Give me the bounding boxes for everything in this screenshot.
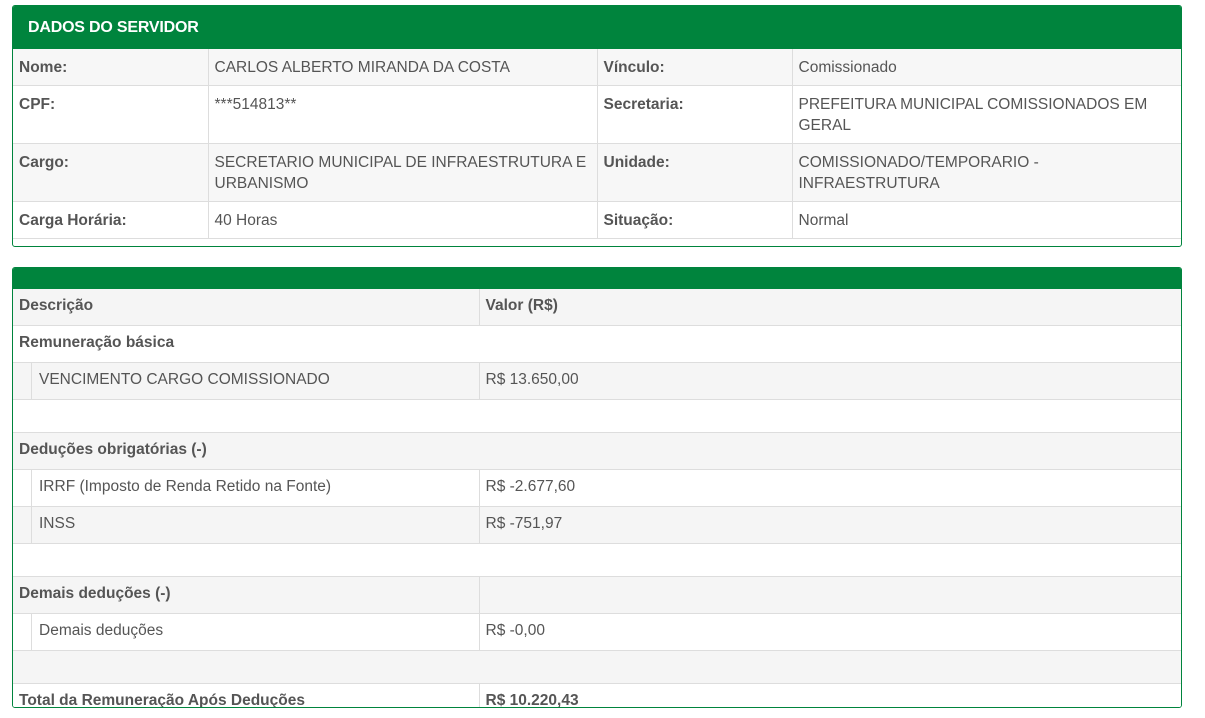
nome-label: Nome: bbox=[13, 49, 208, 86]
total-row bbox=[13, 684, 1181, 709]
remuneracao-panel bbox=[12, 267, 1182, 708]
item-value: R$ -2.677,60 bbox=[479, 470, 1181, 507]
carga-horaria-value: 40 Horas bbox=[208, 202, 597, 239]
cargo-label: Cargo: bbox=[13, 144, 208, 202]
table-header-row bbox=[13, 289, 1181, 326]
item-value: R$ 13.650,00 bbox=[479, 363, 1181, 400]
descricao-header: Descrição bbox=[13, 289, 479, 326]
carga-horaria-label: Carga Horária: bbox=[13, 202, 208, 239]
servidor-panel bbox=[12, 5, 1182, 247]
remuneracao-table bbox=[13, 289, 1181, 708]
table-row bbox=[13, 49, 1181, 86]
vinculo-label: Vínculo: bbox=[597, 49, 792, 86]
total-value: R$ 10.220,43 bbox=[479, 684, 1181, 709]
section-title: Remuneração básica bbox=[13, 326, 1181, 363]
nome-value: CARLOS ALBERTO MIRANDA DA COSTA bbox=[208, 49, 597, 86]
table-row bbox=[13, 507, 1181, 544]
secretaria-label: Secretaria: bbox=[597, 86, 792, 144]
servidor-table bbox=[13, 49, 1181, 239]
spacer-row bbox=[13, 544, 1181, 577]
item-description: VENCIMENTO CARGO COMISSIONADO bbox=[39, 371, 330, 388]
table-row bbox=[13, 202, 1181, 239]
section-row bbox=[13, 577, 1181, 614]
remuneracao-panel-header bbox=[13, 268, 1181, 289]
unidade-value: COMISSIONADO/TEMPORARIO - INFRAESTRUTURA bbox=[792, 144, 1181, 202]
spacer-row bbox=[13, 651, 1181, 684]
unidade-label: Unidade: bbox=[597, 144, 792, 202]
section-title: Deduções obrigatórias (-) bbox=[13, 433, 1181, 470]
cpf-value: ***514813** bbox=[208, 86, 597, 144]
total-label: Total da Remuneração Após Deduções bbox=[13, 684, 479, 709]
cargo-value: SECRETARIO MUNICIPAL DE INFRAESTRUTURA E URBANISMO bbox=[208, 144, 597, 202]
section-row bbox=[13, 433, 1181, 470]
spacer-row bbox=[13, 400, 1181, 433]
item-description: INSS bbox=[39, 515, 76, 532]
item-value: R$ -751,97 bbox=[479, 507, 1181, 544]
section-row bbox=[13, 326, 1181, 363]
item-description: IRRF (Imposto de Renda Retido na Fonte) bbox=[39, 478, 332, 495]
table-row bbox=[13, 470, 1181, 507]
item-value: R$ -0,00 bbox=[479, 614, 1181, 651]
cpf-label: CPF: bbox=[13, 86, 208, 144]
item-description: Demais deduções bbox=[39, 622, 164, 639]
vinculo-value: Comissionado bbox=[792, 49, 1181, 86]
table-row bbox=[13, 363, 1181, 400]
servidor-panel-title: DADOS DO SERVIDOR bbox=[13, 6, 1181, 49]
table-row bbox=[13, 86, 1181, 144]
table-row bbox=[13, 144, 1181, 202]
table-row bbox=[13, 614, 1181, 651]
situacao-label: Situação: bbox=[597, 202, 792, 239]
section-title: Demais deduções (-) bbox=[13, 577, 479, 614]
secretaria-value: PREFEITURA MUNICIPAL COMISSIONADOS EM GERAL bbox=[792, 86, 1181, 144]
valor-header: Valor (R$) bbox=[479, 289, 1181, 326]
situacao-value: Normal bbox=[792, 202, 1181, 239]
